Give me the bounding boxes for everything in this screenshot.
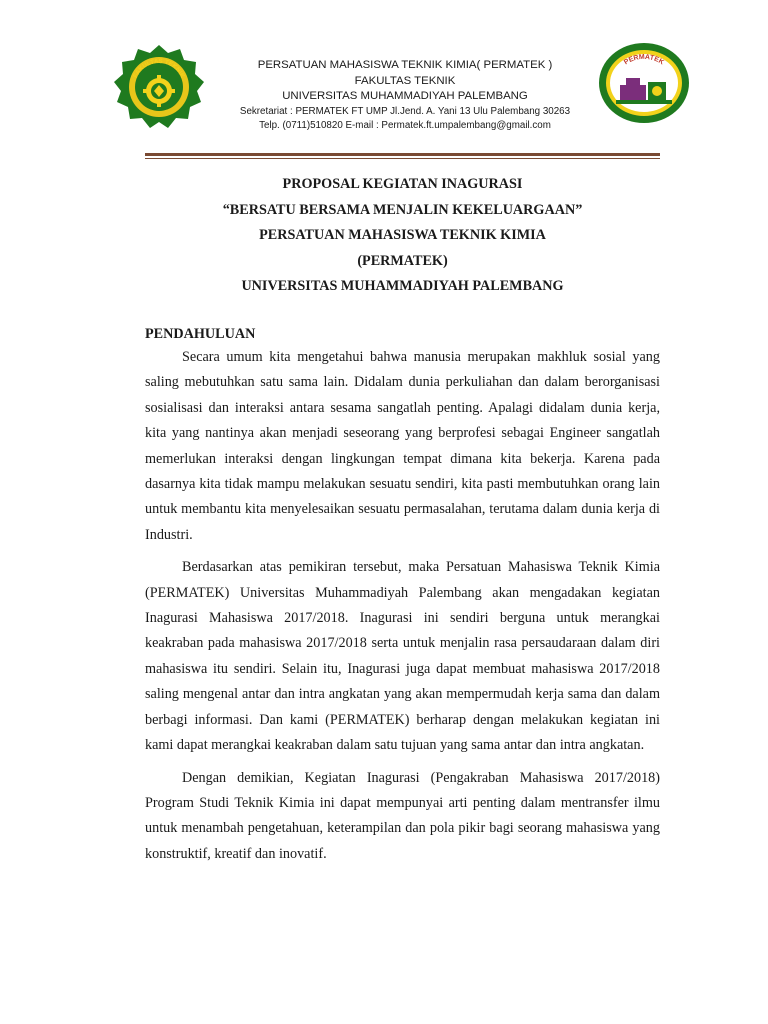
paragraph-2: Berdasarkan atas pemikiran tersebut, maka Persatuan Mahasiswa Teknik Kimia (PERMATEK) Universitas Muhammadiyah Palembang akan mengadakan kegiatan Inagurasi Mahasiswa 2017/2018. Inagurasi ini sendiri berguna untuk merangkai keakraban pada mahasiswa 2017/2018 serta untuk menjalin rasa persaudaraan dalam diri mahasiswa itu sendiri. Selain itu, Inagurasi juga dapat membuat mahasiswa 2017/2018 saling mengenal antar dan intra angkatan yang akan mempermudah kerja sama dan dalam berbagi informasi. Dan kami (PERMATEK) berharap dengan melakukan kegiatan ini kami dapat merangkai keakraban dalam satu tujuan yang sama antar dan intra angkatan. — [145, 559, 660, 754]
faculty-logo-text: FAKULTAS TEKNIK — [132, 57, 186, 80]
proposal-title: PROPOSAL KEGIATAN INAGURASI — [282, 176, 523, 192]
org-name: PERSATUAN MAHASISWA TEKNIK KIMIA( PERMATEK ) — [257, 59, 553, 71]
proposal-university: UNIVERSITAS MUHAMMADIYAH PALEMBANG — [241, 278, 564, 294]
faculty-logo — [113, 44, 205, 130]
secretariat-address: Sekretariat : PERMATEK FT UMP Jl.Jend. A. Yani 13 Ulu Palembang 30263 — [239, 105, 571, 117]
permatek-logo-text: PERMATEK — [623, 53, 665, 67]
contact-info: Telp. (0711)510820 E-mail : Permatek.ft.umpalembang@gmail.com — [259, 119, 551, 131]
letterhead-rule-thin — [145, 158, 660, 159]
letterhead-text — [210, 58, 600, 133]
faculty-name: FAKULTAS TEKNIK — [354, 74, 456, 87]
proposal-theme: “BERSATU BERSAMA MENJALIN KEKELUARGAAN” — [222, 201, 583, 218]
permatek-logo — [598, 42, 690, 124]
letterhead — [0, 0, 768, 160]
paragraph-3: Dengan demikian, Kegiatan Inagurasi (Pengakraban Mahasiswa 2017/2018) Program Studi Teknik Kimia ini dapat mempunyai arti penting dalam mentransfer ilmu untuk menambah pengetahuan, keterampilan dan pola pikir bagi seorang mahasiswa yang konstruktif, kreatif dan inovatif. — [145, 769, 660, 862]
proposal-title-block — [145, 174, 660, 302]
paragraph-1: Secara umum kita mengetahui bahwa manusia merupakan makhluk sosial yang saling mebutuhkan satu sama lain. Didalam dunia perkuliahan dan dalam berorganisasi sosialisasi dan interaksi antara sesama sangatlah penting. Apalagi didalam dunia kerja, kita yang nantinya akan menjadi seseorang yang berprofesi sebagai Engineer sangatlah memerlukan interaksi dengan lingkungan tempat dimana kita bekerja. Karena pada dasarnya kita tidak mampu melakukan sesuatu sendiri, kita pasti membutuhkan orang lain untuk membantu kita menyelesaikan sesuatu permasalahan, terutama dalam dunia kerja di Industri. — [145, 349, 660, 543]
proposal-org: PERSATUAN MAHASISWA TEKNIK KIMIA — [259, 227, 546, 243]
proposal-org-abbrev: (PERMATEK) — [357, 252, 448, 269]
section-heading: PENDAHULUAN — [145, 326, 256, 342]
section-body — [145, 345, 660, 874]
letterhead-rule-thick — [145, 153, 660, 156]
university-name: UNIVERSITAS MUHAMMADIYAH PALEMBANG — [282, 90, 528, 102]
